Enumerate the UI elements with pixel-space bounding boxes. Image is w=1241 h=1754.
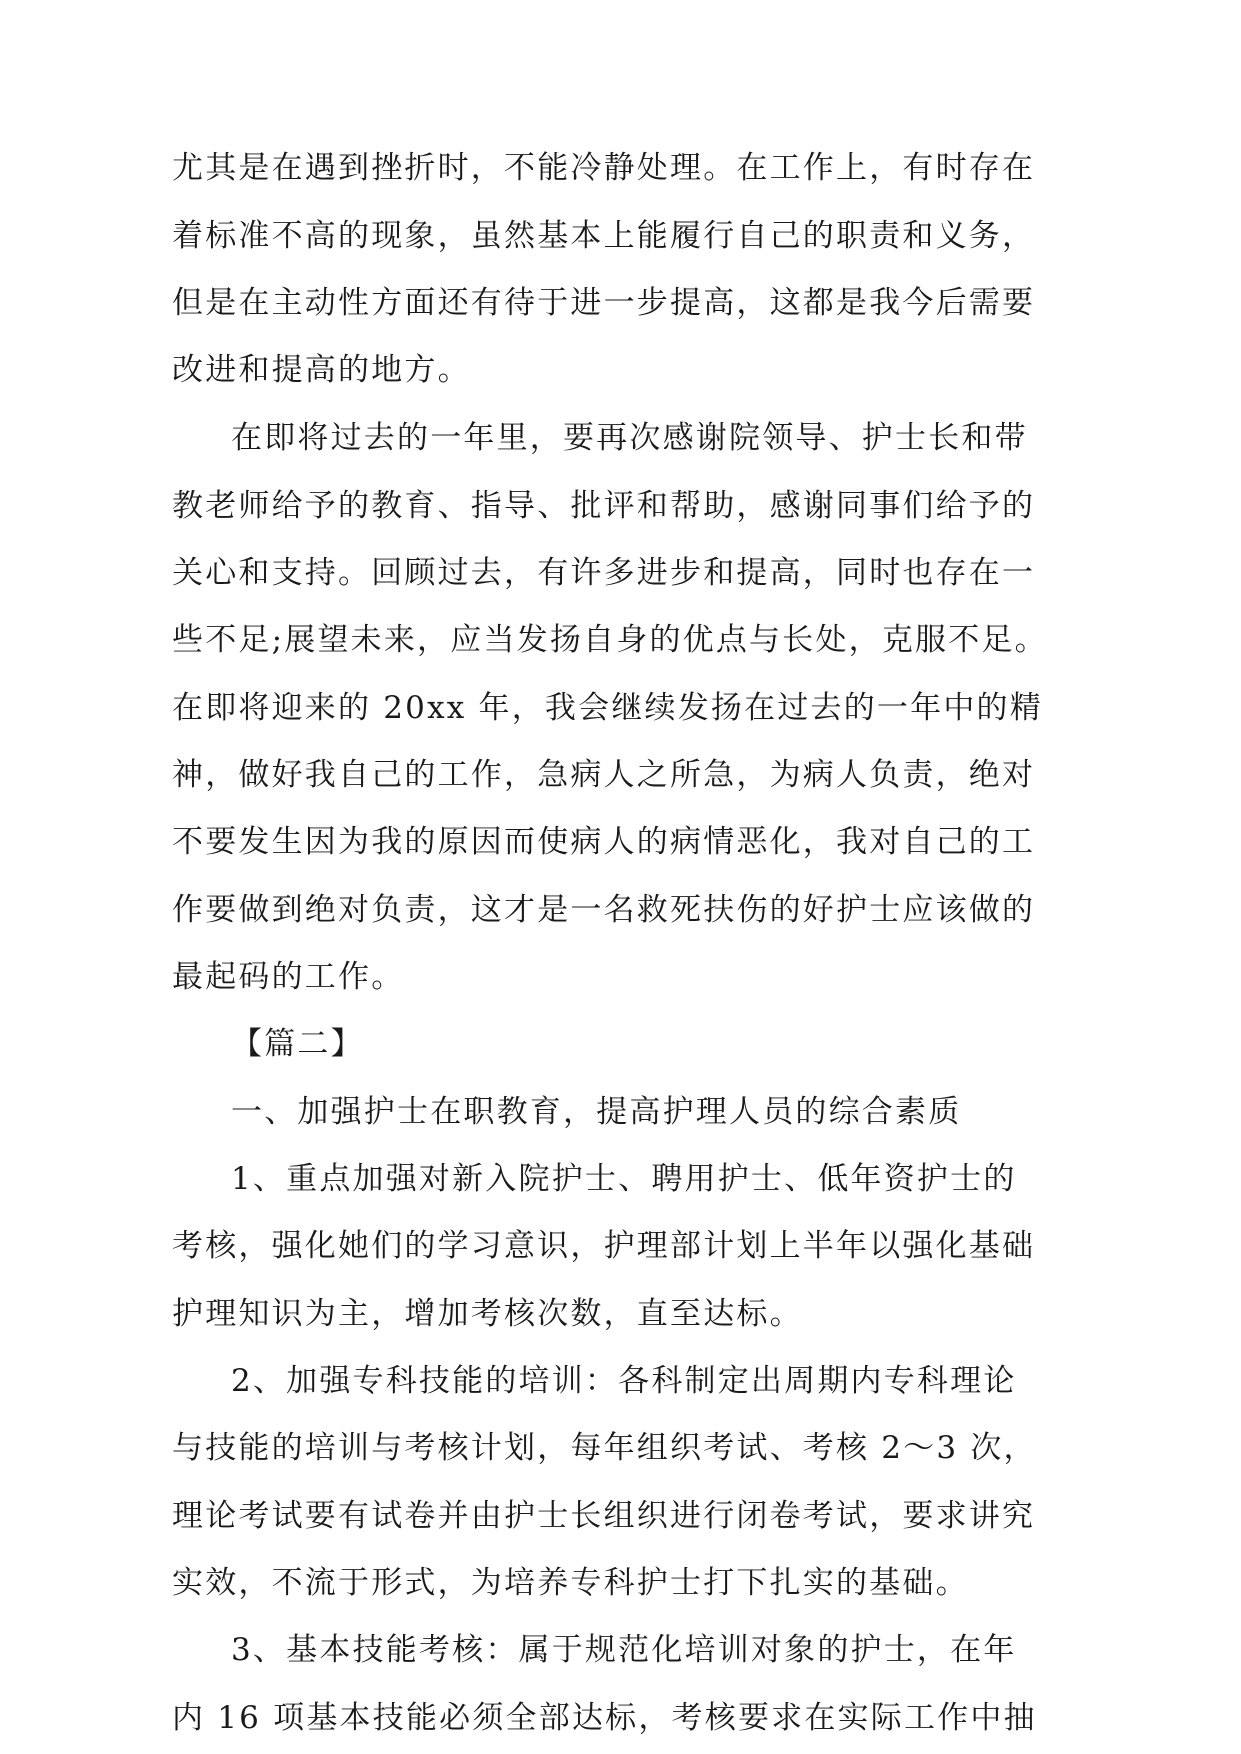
text-line: 一、加强护士在职教育，提高护理人员的综合素质 (231, 1094, 962, 1130)
text-line: 改进和提高的地方。 (172, 352, 471, 388)
text-line: 考核，强化她们的学习意识，护理部计划上半年以强化基础 (172, 1228, 1036, 1264)
text-line: 尤其是在遇到挫折时，不能冷静处理。在工作上，有时存在 (172, 150, 1036, 186)
text-line: 1、重点加强对新入院护士、聘用护士、低年资护士的 (231, 1161, 1017, 1197)
text-line: 着标准不高的现象，虽然基本上能履行自己的职责和义务， (172, 218, 1036, 254)
text-line: 实效，不流于形式，为培养专科护士打下扎实的基础。 (172, 1565, 969, 1601)
text-line: 理论考试要有试卷并由护士长组织进行闭卷考试，要求讲究 (172, 1498, 1036, 1534)
text-line: 最起码的工作。 (172, 959, 405, 995)
text-line: 些不足;展望未来，应当发扬自身的优点与长处，克服不足。 (172, 622, 1048, 658)
text-line: 作要做到绝对负责，这才是一名救死扶伤的好护士应该做的 (172, 892, 1036, 928)
text-line: 2、加强专科技能的培训：各科制定出周期内专科理论 (231, 1363, 1017, 1399)
text-line: 神，做好我自己的工作，急病人之所急，为病人负责，绝对 (172, 757, 1036, 793)
text-line: 3、基本技能考核：属于规范化培训对象的护士，在年 (231, 1632, 1017, 1668)
text-line: 但是在主动性方面还有待于进一步提高，这都是我今后需要 (172, 285, 1036, 321)
text-line: 内 16 项基本技能必须全部达标，考核要求在实际工作中抽 (172, 1700, 1037, 1736)
text-line: 不要发生因为我的原因而使病人的病情恶化，我对自己的工 (172, 824, 1036, 860)
text-line: 关心和支持。回顾过去，有许多进步和提高，同时也存在一 (172, 555, 1036, 591)
text-line: 与技能的培训与考核计划，每年组织考试、考核 2～3 次， (172, 1430, 1037, 1466)
text-line: 在即将迎来的 20xx 年，我会继续发扬在过去的一年中的精 (172, 690, 1043, 726)
section-heading: 【篇二】 (231, 1026, 364, 1062)
text-line: 教老师给予的教育、指导、批评和帮助，感谢同事们给予的 (172, 488, 1036, 524)
text-line: 护理知识为主，增加考核次数，直至达标。 (172, 1296, 803, 1332)
text-line: 在即将过去的一年里，要再次感谢院领导、护士长和带 (231, 420, 1028, 456)
